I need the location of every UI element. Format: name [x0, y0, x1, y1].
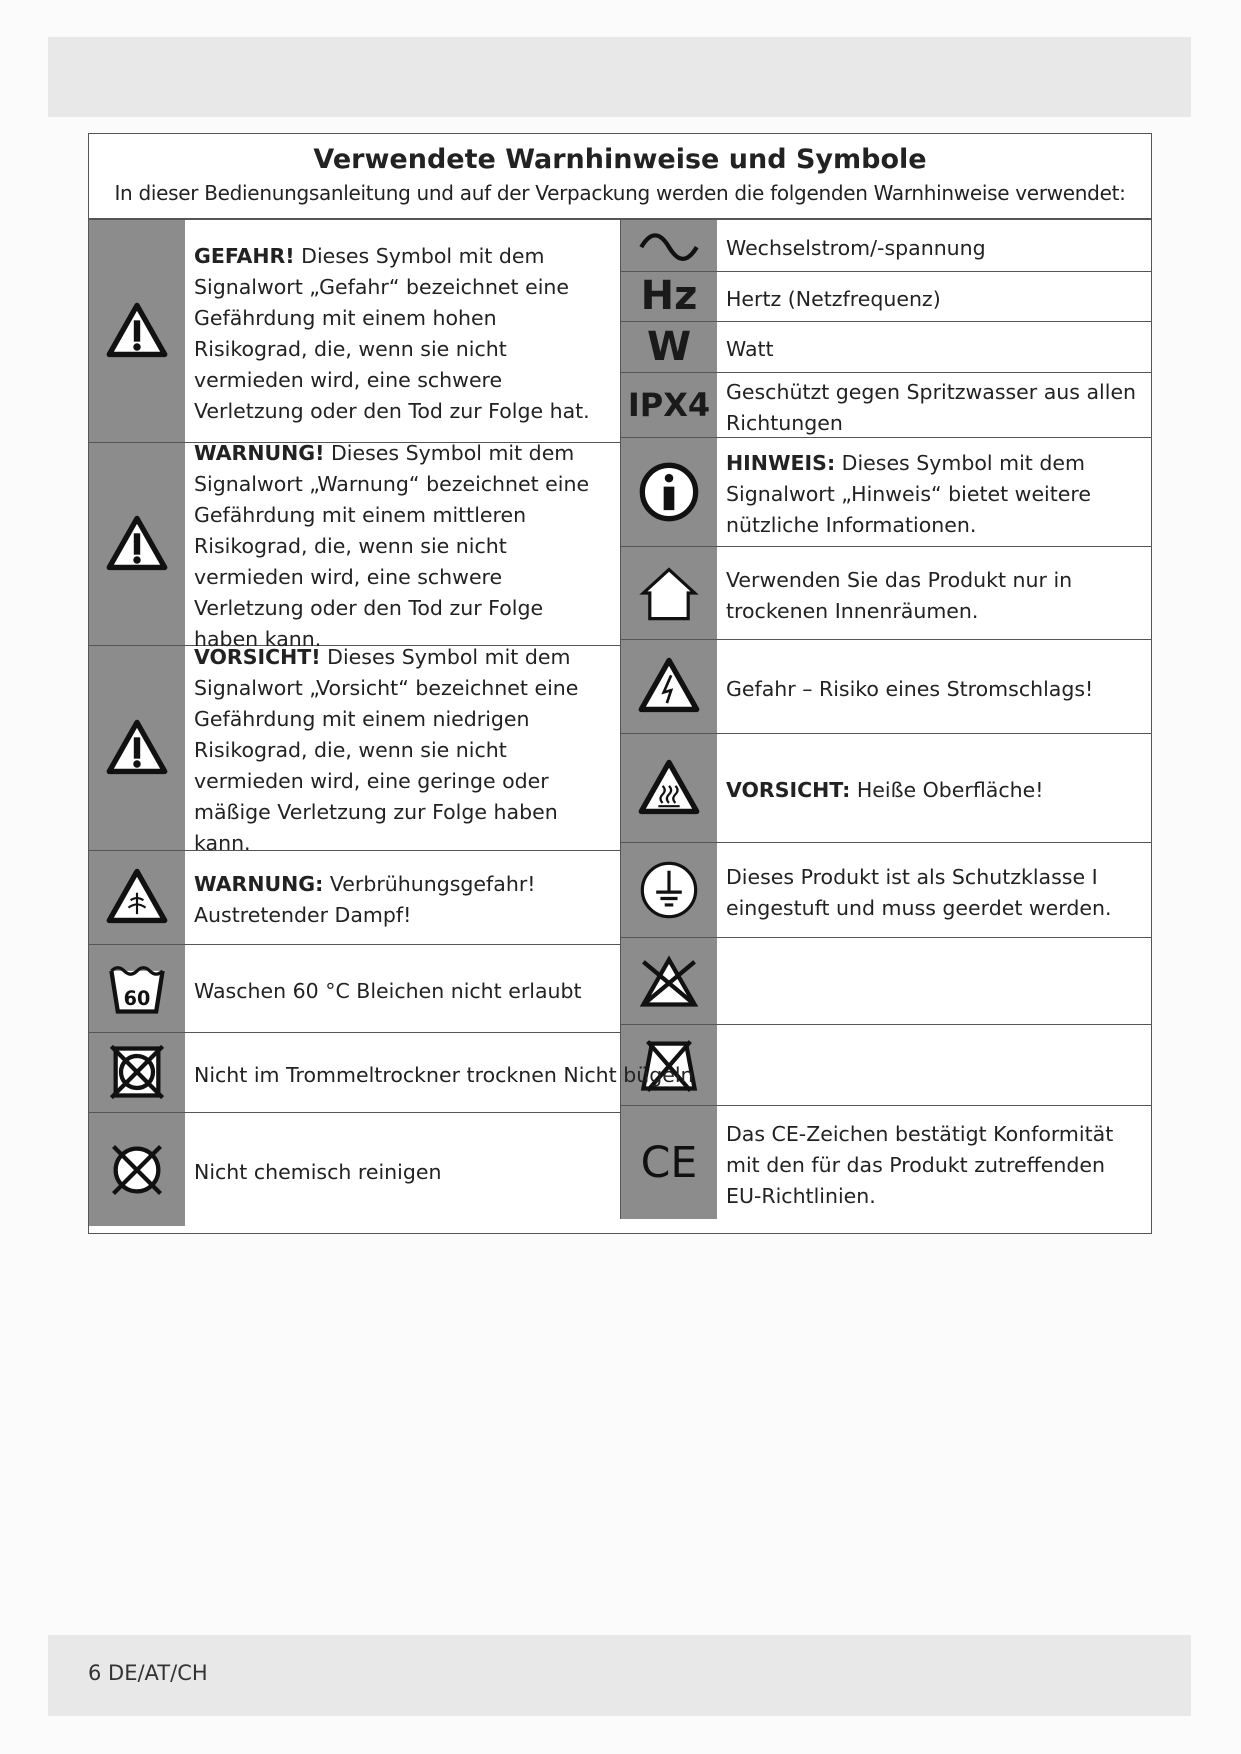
description-body: Dieses Produkt ist als Schutzklasse I eingestuft und muss geerdet werden.: [726, 864, 1112, 920]
row-description: [185, 645, 620, 856]
table-row: [621, 938, 1151, 1026]
description-body: Das CE-Zeichen bestätigt Konformität mit den für das Produkt zutreffenden EU-Richtlinien.: [726, 1121, 1114, 1208]
table-row: [89, 1113, 620, 1226]
house-icon: [621, 547, 717, 640]
table-row: [89, 945, 620, 1033]
svg-text:CE: CE: [640, 1137, 698, 1188]
row-description: [717, 220, 1151, 271]
table-row: [621, 640, 1151, 734]
hot-surface-icon: [621, 734, 717, 843]
symbols-table: [88, 133, 1152, 1234]
description-text: [194, 976, 582, 1007]
table-row: [621, 1106, 1151, 1219]
watt-icon: [621, 322, 717, 372]
description-body: Gefahr – Risiko eines Stromschlags!: [726, 676, 1094, 701]
description-body: Dieses Symbol mit dem Signalwort „Gefahr“ bezeichnet eine Gefährdung mit einem hohen Risikograd, die, wenn sie nicht vermieden wird, eine schwere Verletzung oder den Tod zur Folge hat.: [194, 243, 590, 423]
hz-icon: [621, 272, 717, 322]
warning-triangle-icon: [89, 220, 185, 442]
description-text: [726, 448, 1143, 541]
page-subtitle: In dieser Bedienungsanleitung und auf der Verpackung werden die folgenden Warnhinweise verwendet:: [114, 181, 1126, 205]
table-row: [621, 272, 1151, 323]
row-description: [717, 547, 1151, 640]
row-description: [185, 220, 620, 442]
signal-word: VORSICHT!: [194, 645, 321, 670]
description-text: [194, 1157, 441, 1188]
page-footer: [48, 1635, 1191, 1716]
row-description: [185, 441, 620, 652]
symbol-text: Hz: [640, 273, 698, 320]
row-description: [185, 851, 620, 945]
description-body: Verbrühungsgefahr! Austretender Dampf!: [194, 872, 536, 928]
signal-word: VORSICHT:: [726, 778, 851, 803]
row-description: [185, 1033, 702, 1113]
description-body: Nicht im Trommeltrockner trocknen Nicht bügeln: [194, 1062, 694, 1087]
alternating-current-icon: [621, 220, 717, 271]
description-body: Hertz (Netzfrequenz): [726, 286, 941, 311]
table-row: [621, 547, 1151, 641]
row-description: [717, 1025, 1151, 1105]
description-text: [726, 284, 941, 315]
table-row: [621, 322, 1151, 373]
row-description: [185, 945, 620, 1032]
description-text: [726, 377, 1143, 439]
page-number: 6 DE/AT/CH: [88, 1661, 208, 1685]
description-body: Waschen 60 °C Bleichen nicht erlaubt: [194, 978, 582, 1003]
description-body: Dieses Symbol mit dem Signalwort „Hinweis“ bietet weitere nützliche Informationen.: [726, 451, 1091, 538]
signal-word: GEFAHR!: [194, 243, 295, 268]
steam-warning-icon: [89, 851, 185, 945]
description-text: [726, 775, 1043, 806]
row-description: [717, 734, 1151, 843]
table-row: [89, 1033, 694, 1114]
row-description: [717, 272, 1151, 322]
protective-earth-icon: [621, 843, 717, 937]
signal-word: WARNUNG!: [194, 441, 325, 466]
table-row: [621, 220, 1151, 272]
electric-shock-icon: [621, 640, 717, 733]
warning-triangle-icon: [89, 443, 185, 646]
row-description: [717, 322, 1151, 372]
description-text: [194, 241, 612, 427]
no-dry-clean-icon: [89, 1113, 185, 1226]
info-icon: [621, 438, 717, 546]
description-body: Dieses Symbol mit dem Signalwort „Vorsicht“ bezeichnet eine Gefährdung mit einem niedrigen Risikograd, die, wenn sie nicht vermieden wird, eine geringe oder mäßige Verletzung zur Folge haben kann.: [194, 645, 579, 856]
wash-60-icon: [89, 945, 185, 1032]
signal-word: WARNUNG:: [194, 872, 324, 897]
description-text: [194, 869, 612, 931]
description-text: [726, 565, 1143, 627]
row-description: [717, 640, 1151, 733]
table-row: [89, 851, 620, 946]
table-row: [89, 220, 620, 443]
description-text: [726, 233, 986, 264]
row-description: [717, 438, 1151, 546]
no-tumble-dry-icon: [89, 1033, 185, 1113]
table-row: [621, 843, 1151, 938]
ipx4-icon: [621, 373, 717, 438]
warning-triangle-icon: [89, 646, 185, 850]
page-header-band: [48, 37, 1191, 117]
description-text: [726, 1119, 1143, 1212]
row-description: [185, 1113, 620, 1226]
description-body: Verwenden Sie das Produkt nur in trockenen Innenräumen.: [726, 567, 1073, 623]
description-body: Geschützt gegen Spritzwasser aus allen Richtungen: [726, 379, 1137, 435]
description-body: Dieses Symbol mit dem Signalwort „Warnung“ bezeichnet eine Gefährdung mit einem mittleren Risikograd, die, wenn sie nicht vermieden wird, eine schwere Verletzung oder den Tod zur Folge haben kann.: [194, 441, 590, 652]
symbol-text: W: [646, 323, 692, 370]
table-row: [621, 438, 1151, 547]
signal-word: HINWEIS:: [726, 451, 836, 476]
no-bleach-icon: [621, 938, 717, 1025]
table-row: [621, 734, 1151, 844]
description-text: [194, 642, 612, 859]
description-body: Watt: [726, 337, 774, 362]
table-row: [621, 373, 1151, 439]
description-body: Heiße Oberfläche!: [850, 778, 1044, 803]
row-description: [717, 1106, 1151, 1219]
svg-text:60: 60: [123, 987, 151, 1011]
row-description: [717, 938, 1151, 1025]
description-text: [194, 1060, 694, 1091]
table-header: [89, 134, 1151, 220]
ce-mark-icon: [621, 1106, 717, 1219]
table-row: [89, 441, 620, 652]
symbol-text: IPX4: [627, 385, 711, 424]
description-text: [726, 334, 774, 365]
description-text: [726, 862, 1143, 924]
description-text: [194, 438, 612, 655]
description-body: Nicht chemisch reinigen: [194, 1160, 442, 1184]
row-description: [717, 843, 1151, 937]
description-text: [726, 674, 1093, 705]
row-description: [717, 373, 1151, 438]
table-row: [89, 645, 620, 856]
description-body: Wechselstrom/-spannung: [726, 235, 986, 260]
page-title: Verwendete Warnhinweise und Symbole: [313, 144, 927, 175]
